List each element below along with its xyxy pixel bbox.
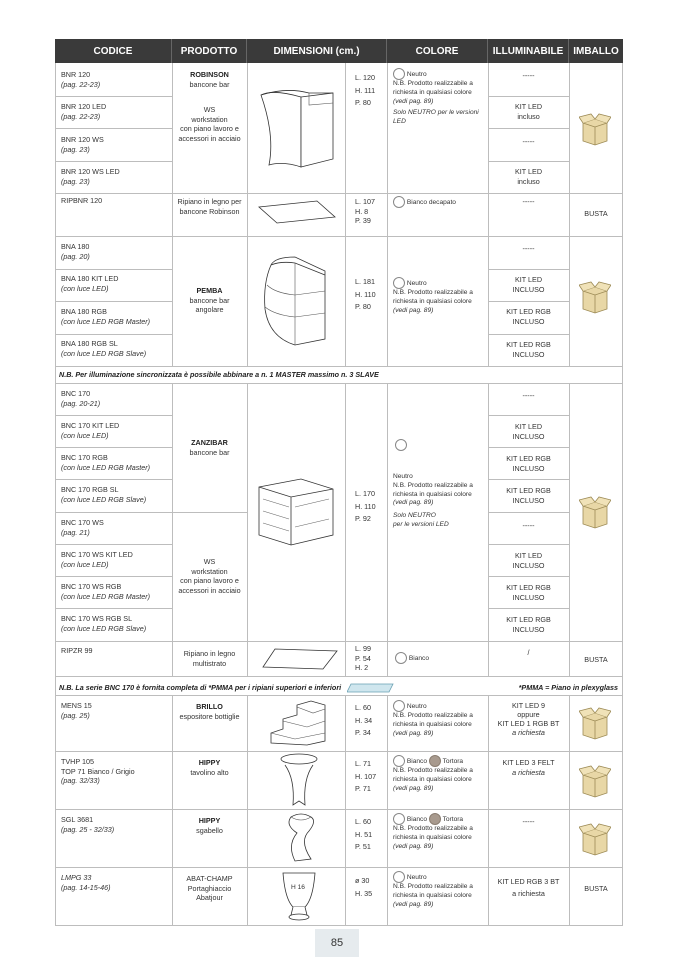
list-item: BNR 120 WS (pag. 23) xyxy=(61,135,104,154)
product-ripzr: Ripiano in legno multistrato xyxy=(183,649,236,668)
color-info: Neutro N.B. Prodotto realizzabile a richiesta in qualsiasi colore (vedi pag. 89) xyxy=(393,277,488,315)
box-icon xyxy=(579,281,611,315)
list-item: BNR 120 LED (pag. 22-23) xyxy=(61,102,107,121)
box-icon xyxy=(579,707,611,741)
illum-value: / xyxy=(527,648,530,657)
illum-value: ----- xyxy=(522,521,535,530)
dimensions: L. 170 H. 110 P. 92 xyxy=(355,489,376,523)
list-item: BNC 170 KIT LED (con luce LED) xyxy=(61,421,120,440)
product-zanzibar-ws: WS workstation con piano lavoro e accessori in acciaio xyxy=(178,557,241,595)
list-item: BNC 170 WS KIT LED (con luce LED) xyxy=(61,550,133,569)
header-dimensioni: DIMENSIONI (cm.) xyxy=(247,39,387,63)
color-info: Bianco xyxy=(395,652,429,664)
product-table xyxy=(55,39,623,926)
color-info: Neutro N.B. Prodotto realizzabile a richiesta in qualsiasi colore (vedi pag. 89) xyxy=(393,700,488,738)
color-swatch xyxy=(393,277,405,289)
illum-value: KIT LED INCLUSO xyxy=(512,551,545,570)
illum-value: ----- xyxy=(522,137,535,146)
list-item: MENS 15 (pag. 25) xyxy=(61,701,92,720)
shelf-image xyxy=(261,645,339,673)
list-item: BNA 180 RGB SL (con luce LED RGB Slave) xyxy=(61,339,147,358)
list-item: RIPZR 99 xyxy=(61,646,93,655)
list-item: BNC 170 (pag. 20-21) xyxy=(61,389,101,408)
color-info: Bianco Tortora N.B. Prodotto realizzabile a richiesta in qualsiasi colore (vedi pag. 89) xyxy=(393,755,488,793)
pmma-shelf-image xyxy=(347,682,397,694)
list-item: LMPG 33 (pag. 14-15-46) xyxy=(61,873,111,892)
list-item: RIPBNR 120 xyxy=(61,196,103,205)
color-swatch xyxy=(395,652,407,664)
color-info: Neutro N.B. Prodotto realizzabile a richiesta in qualsiasi colore (vedi pag. 89) xyxy=(393,871,488,909)
color-swatch xyxy=(395,439,407,451)
dimensions: ø 30 H. 35 xyxy=(355,876,373,898)
color-swatch xyxy=(393,755,405,767)
product-hippy-table: HIPPY tavolino alto xyxy=(190,758,229,777)
box-icon xyxy=(579,765,611,799)
dimensions: L. 71 H. 107 P. 71 xyxy=(355,759,377,793)
dimensions: L. 99 P. 54 H. 2 xyxy=(355,644,371,673)
note-pmma-definition: *PMMA = Piano in plexyglass xyxy=(518,683,618,692)
illum-value: ----- xyxy=(522,391,535,400)
brillo-display-image xyxy=(267,699,329,747)
note-pmma: N.B. La serie BNC 170 è fornita completa di *PMMA per i ripiani superiori e inferiori xyxy=(59,683,342,692)
color-info: Neutro N.B. Prodotto realizzabile a richiesta in qualsiasi colore (vedi pag. 89) Solo NEUTRO per le versioni LED xyxy=(393,473,473,528)
illum-value: ----- xyxy=(522,817,535,826)
color-swatch xyxy=(393,813,405,825)
illum-value: KIT LED RGB INCLUSO xyxy=(506,615,551,634)
color-info: Neutro N.B. Prodotto realizzabile a richiesta in qualsiasi colore (vedi pag. 89) Solo NEUTRO per le versioni LED xyxy=(393,68,488,127)
dimensions: L. 60 H. 51 P. 51 xyxy=(355,817,373,851)
illum-value: KIT LED 9 oppure KIT LED 1 RGB BT a richiesta xyxy=(497,701,560,737)
hippy-stool-image xyxy=(281,811,321,865)
page-number: 85 xyxy=(315,929,359,957)
product-zanzibar: ZANZIBAR bancone bar xyxy=(189,438,230,457)
list-item: BNC 170 WS (pag. 21) xyxy=(61,518,104,537)
header-prodotto: PRODOTTO xyxy=(172,39,247,63)
color-info: Bianco Tortora N.B. Prodotto realizzabile a richiesta in qualsiasi colore (vedi pag. 89) xyxy=(393,813,488,851)
dimensions: L. 181 H. 110 P. 80 xyxy=(355,277,376,311)
color-swatch xyxy=(393,700,405,712)
color-swatch xyxy=(429,813,441,825)
header-colore: COLORE xyxy=(387,39,488,63)
product-hippy-stool: HIPPY sgabello xyxy=(196,816,223,835)
illum-value: KIT LED RGB INCLUSO xyxy=(506,307,551,326)
pack-value: BUSTA xyxy=(584,655,608,664)
illum-value: KIT LED incluso xyxy=(514,167,543,186)
product-robinson: ROBINSON bancone bar xyxy=(189,70,230,89)
illum-value: KIT LED RGB INCLUSO xyxy=(506,454,551,473)
illum-value: KIT LED 3 FELT a richiesta xyxy=(502,758,555,777)
illum-value: KIT LED incluso xyxy=(514,102,543,121)
illum-value: KIT LED INCLUSO xyxy=(512,422,545,441)
list-item: BNA 180 (pag. 20) xyxy=(61,242,90,261)
color-swatch xyxy=(393,196,405,208)
list-item: SGL 3681 (pag. 25 - 32/33) xyxy=(61,815,115,834)
list-item: BNR 120 WS LED (pag. 23) xyxy=(61,167,120,186)
box-icon xyxy=(579,496,611,530)
list-item: BNR 120 (pag. 22-23) xyxy=(61,70,101,89)
note-master: N.B. Per illuminazione sincronizzata è possibile abbinare a n. 1 MASTER massimo n. 3 SLAVE xyxy=(59,370,379,379)
pack-value: BUSTA xyxy=(584,884,608,893)
zanzibar-counter-image xyxy=(253,475,341,551)
header-codice: CODICE xyxy=(55,39,172,63)
list-item: BNA 180 RGB (con luce LED RGB Master) xyxy=(61,307,151,326)
list-item: BNC 170 RGB SL (con luce LED RGB Slave) xyxy=(61,485,147,504)
abat-champ-image xyxy=(277,869,321,923)
product-brillo: BRILLO espositore bottiglie xyxy=(179,702,240,721)
illum-value: ----- xyxy=(522,197,535,206)
box-icon xyxy=(579,113,611,147)
color-info: Bianco decapato xyxy=(393,196,456,208)
list-item: BNC 170 WS RGB SL (con luce LED RGB Slave) xyxy=(61,614,147,633)
pemba-counter-image xyxy=(255,253,341,353)
illum-value: KIT LED RGB 3 BT a richiesta xyxy=(497,877,560,898)
illum-value: KIT LED RGB INCLUSO xyxy=(506,583,551,602)
illum-value: KIT LED INCLUSO xyxy=(512,275,545,294)
list-item: BNC 170 RGB (con luce LED RGB Master) xyxy=(61,453,151,472)
header-imballo: IMBALLO xyxy=(569,39,623,63)
dimensions: L. 107 H. 8 P. 39 xyxy=(355,197,375,226)
list-item: TVHP 105 TOP 71 Bianco / Grigio (pag. 32/33) xyxy=(61,757,135,786)
box-icon xyxy=(579,823,611,857)
list-item: BNA 180 KIT LED (con luce LED) xyxy=(61,274,119,293)
dimensions: L. 120 H. 111 P. 80 xyxy=(355,73,376,107)
list-item: BNC 170 WS RGB (con luce LED RGB Master) xyxy=(61,582,151,601)
product-ripbnr: Ripiano in legno per bancone Robinson xyxy=(177,197,242,216)
pack-value: BUSTA xyxy=(584,209,608,218)
hippy-table-image xyxy=(277,751,321,809)
shelf-image xyxy=(257,199,337,225)
color-swatch xyxy=(429,755,441,767)
illum-value: ----- xyxy=(522,71,535,80)
robinson-counter-image xyxy=(253,85,341,175)
product-robinson-ws: WS workstation con piano lavoro e accessori in acciaio xyxy=(178,105,241,143)
header-illuminabile: ILLUMINABILE xyxy=(488,39,569,63)
illum-value: KIT LED RGB INCLUSO xyxy=(506,340,551,359)
product-abat-champ: ABAT-CHAMP Portaghiaccio Abatjour xyxy=(186,874,233,903)
product-pemba: PEMBA bancone bar angolare xyxy=(189,286,230,315)
image-label: H 16 xyxy=(291,884,305,891)
color-swatch xyxy=(393,871,405,883)
dimensions: L. 60 H. 34 P. 34 xyxy=(355,703,373,737)
illum-value: KIT LED RGB INCLUSO xyxy=(506,486,551,505)
illum-value: ----- xyxy=(522,244,535,253)
color-swatch xyxy=(393,68,405,80)
